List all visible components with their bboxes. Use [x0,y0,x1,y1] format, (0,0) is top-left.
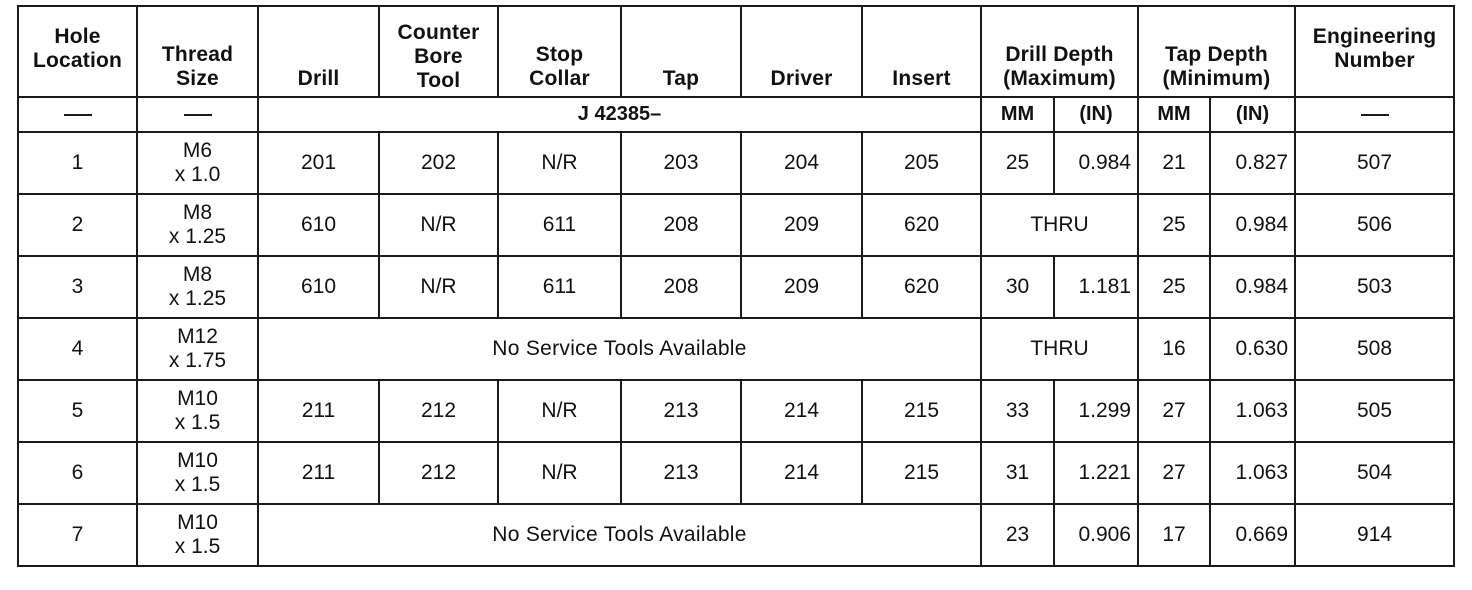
table-row [18,256,1454,318]
drill-depth-mm-cell: 31 [981,442,1054,504]
drill-cell: 610 [258,256,379,318]
service-tool-table [17,5,1455,567]
table-row [18,318,1454,380]
drill-depth-mm-cell: 30 [981,256,1054,318]
dash-mark [184,114,212,116]
counter-bore-cell: 212 [379,380,498,442]
drill-depth-mm-cell: 25 [981,132,1054,194]
dash-mark [64,114,92,116]
stop-collar-cell: N/R [498,442,621,504]
header-drill: Drill [258,6,379,97]
header-tap: Tap [621,6,741,97]
tap-depth-in-cell: 0.984 [1210,194,1295,256]
drill-cell: 211 [258,442,379,504]
drill-depth-mm-unit: MM [981,97,1054,132]
hole-location-cell: 4 [18,318,137,380]
table-row [18,194,1454,256]
header-stop-collar: Stop Collar [498,6,621,97]
thread-size-cell: M6 x 1.0 [137,132,258,194]
tap-depth-mm-cell: 27 [1138,380,1210,442]
tap-depth-in-cell: 0.630 [1210,318,1295,380]
engineering-number-cell: 914 [1295,504,1454,566]
tap-depth-mm-cell: 21 [1138,132,1210,194]
no-service-tools-cell: No Service Tools Available [258,318,981,380]
dash-cell [137,97,258,132]
hole-location-cell: 3 [18,256,137,318]
no-service-tools-cell: No Service Tools Available [258,504,981,566]
thread-size-cell: M8 x 1.25 [137,194,258,256]
driver-cell: 209 [741,194,862,256]
tap-depth-mm-cell: 16 [1138,318,1210,380]
header-driver: Driver [741,6,862,97]
stop-collar-cell: N/R [498,380,621,442]
table-row [18,380,1454,442]
drill-depth-thru-cell: THRU [981,318,1138,380]
tap-depth-mm-cell: 27 [1138,442,1210,504]
tap-depth-in-cell: 1.063 [1210,380,1295,442]
table-row [18,132,1454,194]
drill-depth-mm-cell: 23 [981,504,1054,566]
counter-bore-cell: N/R [379,194,498,256]
engineering-number-cell: 505 [1295,380,1454,442]
counter-bore-cell: 212 [379,442,498,504]
tap-cell: 208 [621,256,741,318]
engineering-number-cell: 506 [1295,194,1454,256]
drill-depth-in-cell: 1.299 [1054,380,1138,442]
insert-cell: 205 [862,132,981,194]
tap-depth-in-cell: 1.063 [1210,442,1295,504]
drill-depth-mm-cell: 33 [981,380,1054,442]
driver-cell: 214 [741,442,862,504]
counter-bore-cell: N/R [379,256,498,318]
dash-cell [1295,97,1454,132]
drill-depth-thru-cell: THRU [981,194,1138,256]
thread-size-cell: M10 x 1.5 [137,380,258,442]
hole-location-cell: 1 [18,132,137,194]
header-counter-bore-tool: Counter Bore Tool [379,6,498,97]
thread-size-cell: M12 x 1.75 [137,318,258,380]
header-engineering-number: Engineering Number [1295,6,1454,97]
engineering-number-cell: 504 [1295,442,1454,504]
engineering-number-cell: 503 [1295,256,1454,318]
engineering-number-cell: 508 [1295,318,1454,380]
tap-cell: 213 [621,442,741,504]
dash-mark [1361,114,1389,116]
dash-cell [18,97,137,132]
thread-size-cell: M10 x 1.5 [137,442,258,504]
driver-cell: 209 [741,256,862,318]
header-row [18,6,1454,97]
insert-cell: 620 [862,194,981,256]
thread-size-cell: M10 x 1.5 [137,504,258,566]
tool-table-wrapper [17,5,1455,567]
header-drill-depth: Drill Depth (Maximum) [981,6,1138,97]
tap-cell: 213 [621,380,741,442]
drill-depth-in-cell: 1.221 [1054,442,1138,504]
hole-location-cell: 5 [18,380,137,442]
thread-size-cell: M8 x 1.25 [137,256,258,318]
drill-cell: 211 [258,380,379,442]
tap-depth-mm-unit: MM [1138,97,1210,132]
tap-depth-mm-cell: 25 [1138,194,1210,256]
drill-depth-in-cell: 1.181 [1054,256,1138,318]
drill-depth-in-cell: 0.984 [1054,132,1138,194]
stop-collar-cell: 611 [498,194,621,256]
tool-prefix: J 42385– [258,97,981,132]
tap-depth-in-cell: 0.984 [1210,256,1295,318]
header-hole-location: Hole Location [18,6,137,97]
tap-depth-mm-cell: 25 [1138,256,1210,318]
driver-cell: 204 [741,132,862,194]
header-insert: Insert [862,6,981,97]
counter-bore-cell: 202 [379,132,498,194]
drill-depth-in-unit: (IN) [1054,97,1138,132]
drill-cell: 201 [258,132,379,194]
table-row [18,442,1454,504]
drill-depth-in-cell: 0.906 [1054,504,1138,566]
tap-cell: 208 [621,194,741,256]
tap-cell: 203 [621,132,741,194]
stop-collar-cell: 611 [498,256,621,318]
stop-collar-cell: N/R [498,132,621,194]
tap-depth-mm-cell: 17 [1138,504,1210,566]
insert-cell: 215 [862,380,981,442]
hole-location-cell: 7 [18,504,137,566]
hole-location-cell: 6 [18,442,137,504]
tap-depth-in-unit: (IN) [1210,97,1295,132]
units-row [18,97,1454,132]
hole-location-cell: 2 [18,194,137,256]
tap-depth-in-cell: 0.669 [1210,504,1295,566]
drill-cell: 610 [258,194,379,256]
driver-cell: 214 [741,380,862,442]
insert-cell: 620 [862,256,981,318]
table-row [18,504,1454,566]
tap-depth-in-cell: 0.827 [1210,132,1295,194]
header-tap-depth: Tap Depth (Minimum) [1138,6,1295,97]
engineering-number-cell: 507 [1295,132,1454,194]
insert-cell: 215 [862,442,981,504]
header-thread-size: Thread Size [137,6,258,97]
